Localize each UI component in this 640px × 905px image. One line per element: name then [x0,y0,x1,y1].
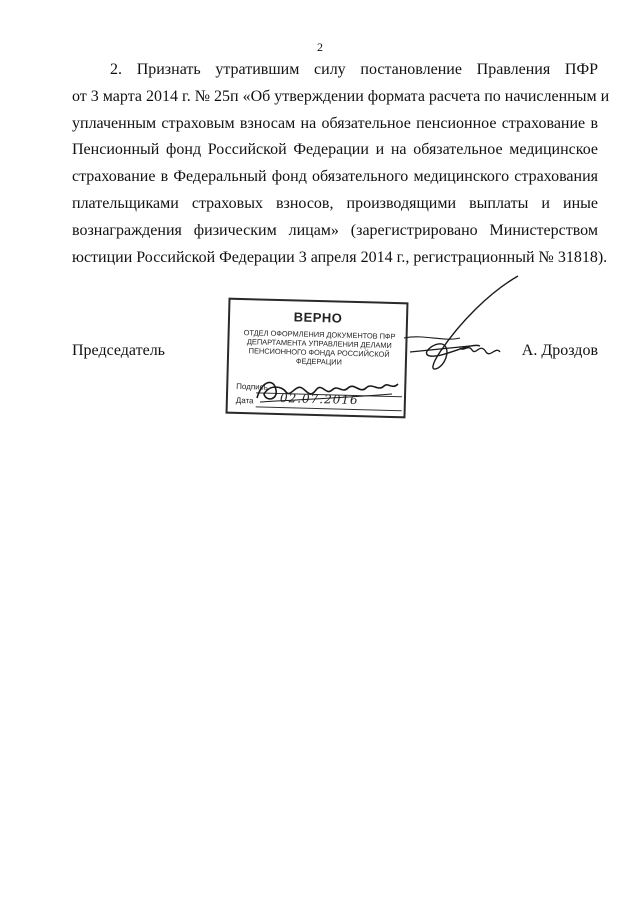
body-line-1: 2. Признать утратившим силу постановление Правления ПФР [110,61,598,78]
signer-position: Председатель [72,342,165,359]
page-number: 2 [317,40,323,54]
body-line-6: плательщиками страховых взносов, производящими выплаты и иные [72,194,598,212]
stamp-handwritten-signature [252,370,402,410]
body-line-8: юстиции Российской Федерации 3 апреля 2014 г., регистрационный № 31818). [72,248,608,266]
body-line-2: от 3 марта 2014 г. № 25п «Об утверждении формата расчета по начисленным и [72,87,610,105]
body-line-5: страхование в Федеральный фонд обязательного медицинского страхования [72,168,598,186]
body-paragraph [72,57,610,271]
body-line-3: уплаченным страховым взносам на обязательное пенсионное страхование в [72,114,598,132]
signer-name: А. Дроздов [521,342,598,359]
stamp-signature-label: Подпись [236,381,269,392]
body-line-4: Пенсионный фонд Российской Федерации и на обязательное медицинское [72,141,598,159]
stamp-date-label: Дата [235,395,254,406]
chairman-handwritten-signature [400,272,520,382]
body-line-7: вознаграждения физическим лицам» (зарегистрировано Министерством [72,221,598,239]
stamp-date-value: 02.07.2016 [279,391,359,408]
stamp-department: ОТДЕЛ ОФОРМЛЕНИЯ ДОКУМЕНТОВ ПФР ДЕПАРТАМЕНТА УПРАВЛЕНИЯ ДЕЛАМИ ПЕНСИОННОГО ФОНДА РОССИЙСКОЙ ФЕДЕРАЦИИ [243,328,396,367]
stamp-title: ВЕРНО [293,309,343,326]
